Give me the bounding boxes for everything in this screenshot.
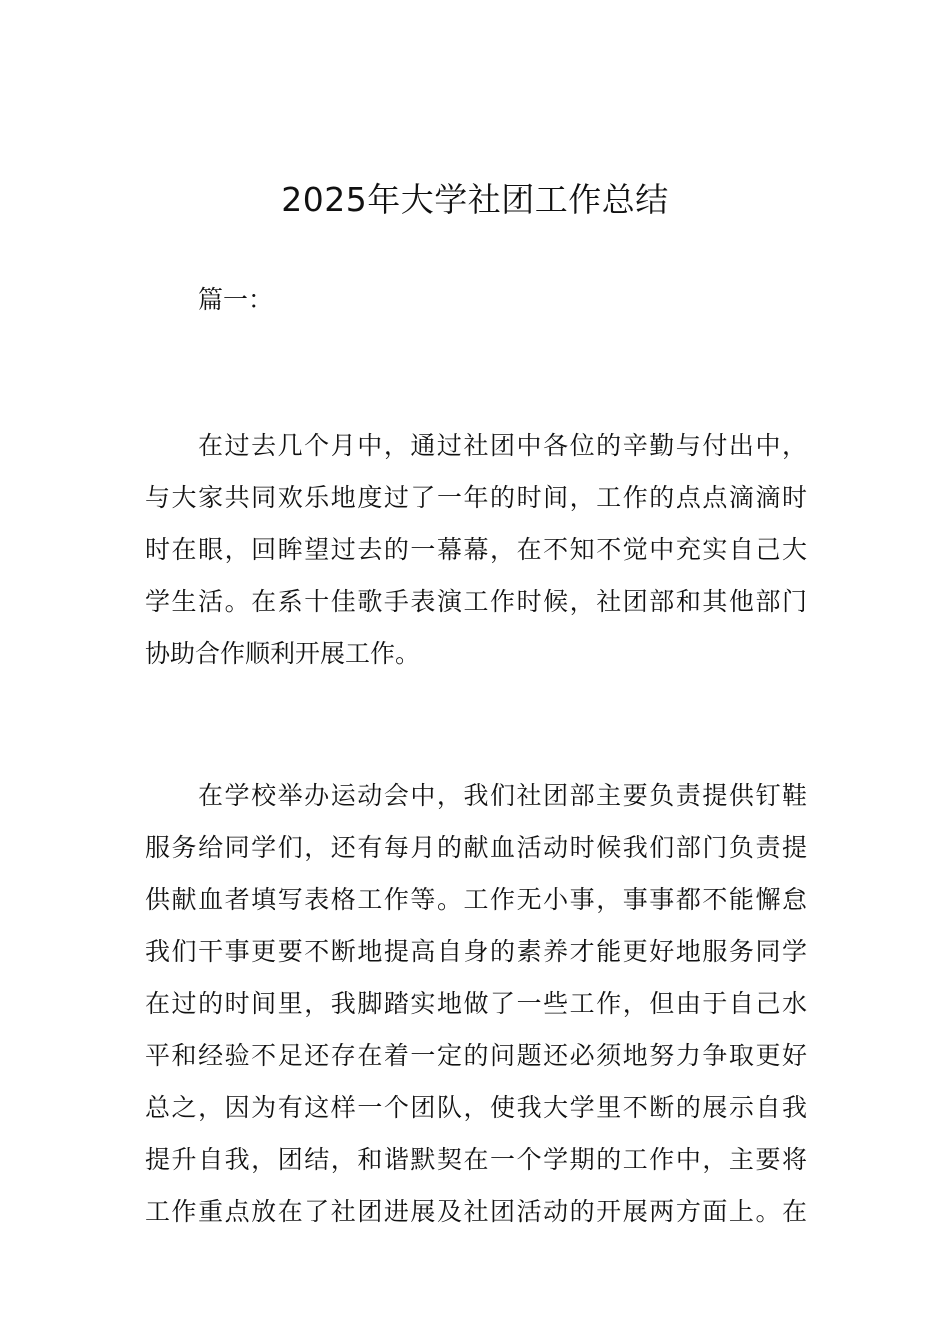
- paragraph-line: 平和经验不足还存在着一定的问题还必须地努力争取更好: [145, 1041, 807, 1070]
- paragraph-line: 提升自我，团结，和谐默契在一个学期的工作中，主要将: [145, 1145, 807, 1174]
- document-title: 2025年大学社团工作总结: [281, 180, 669, 219]
- paragraph-line: 协助合作顺利开展工作。: [145, 639, 421, 668]
- paragraph-1: [145, 420, 807, 680]
- paragraph-line: 总之，因为有这样一个团队，使我大学里不断的展示自我: [145, 1093, 807, 1122]
- paragraph-line: 供献血者填写表格工作等。工作无小事，事事都不能懈怠: [145, 885, 807, 914]
- section-label: 篇一：: [198, 285, 274, 314]
- paragraph-line: 学生活。在系十佳歌手表演工作时候，社团部和其他部门: [145, 587, 807, 616]
- paragraph-line: 在过去几个月中，通过社团中各位的辛勤与付出中，: [198, 431, 807, 460]
- paragraph-line: 与大家共同欢乐地度过了一年的时间，工作的点点滴滴时: [145, 483, 807, 512]
- paragraph-2: [145, 770, 807, 1238]
- paragraph-line: 在学校举办运动会中，我们社团部主要负责提供钉鞋: [198, 781, 807, 810]
- paragraph-line: 在过的时间里，我脚踏实地做了一些工作，但由于自己水: [145, 989, 807, 1018]
- paragraph-line: 服务给同学们，还有每月的献血活动时候我们部门负责提: [145, 833, 807, 862]
- paragraph-line: 时在眼，回眸望过去的一幕幕，在不知不觉中充实自己大: [145, 535, 807, 564]
- paragraph-line: 我们干事更要不断地提高自身的素养才能更好地服务同学: [145, 937, 807, 966]
- paragraph-line: 工作重点放在了社团进展及社团活动的开展两方面上。在: [145, 1197, 807, 1226]
